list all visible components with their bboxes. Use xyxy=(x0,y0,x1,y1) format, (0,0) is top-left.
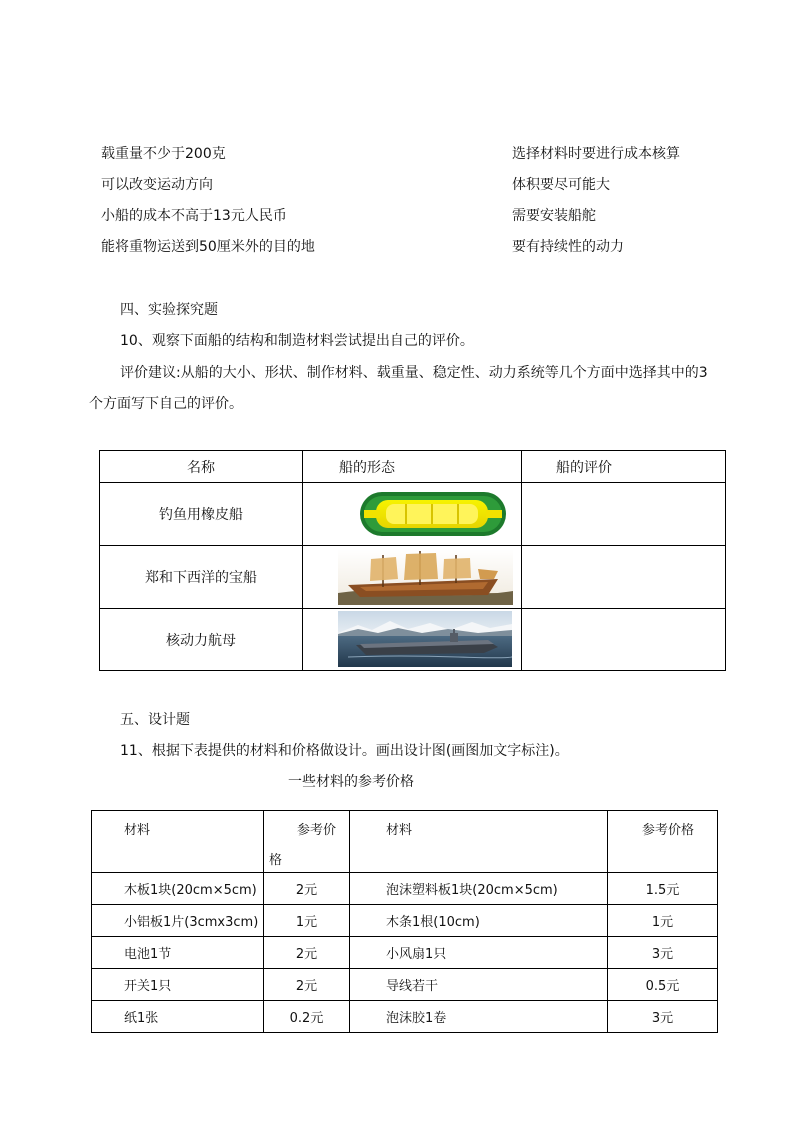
header-evaluation: 船的评价 xyxy=(522,451,726,483)
treasure-ship-image xyxy=(338,549,513,605)
criteria-right-4: 要有持续性的动力 xyxy=(512,239,624,255)
criteria-right-1: 选择材料时要进行成本核算 xyxy=(512,146,680,162)
boat-name-1: 钓鱼用橡皮船 xyxy=(100,483,303,546)
material-cell: 导线若干 xyxy=(350,969,608,1001)
suggestion-line2: 个方面写下自己的评价。 xyxy=(89,396,243,412)
material-cell: 纸1张 xyxy=(92,1001,264,1033)
question-11: 11、根据下表提供的材料和价格做设计。画出设计图(画图加文字标注)。 xyxy=(120,743,569,759)
price-cell: 1元 xyxy=(264,905,350,937)
criteria-left-3: 小船的成本不高于13元人民币 xyxy=(101,208,287,224)
material-cell: 开关1只 xyxy=(92,969,264,1001)
materials-table-caption: 一些材料的参考价格 xyxy=(288,774,414,790)
section5-title: 五、设计题 xyxy=(120,712,190,728)
table-row xyxy=(92,873,718,905)
header-price-2: 参考价格 xyxy=(608,811,718,873)
header-price: 参考价 格 xyxy=(264,811,350,873)
boat-image-cell-3 xyxy=(303,609,522,671)
material-cell: 小铝板1片(3cmx3cm) xyxy=(92,905,264,937)
header-name: 名称 xyxy=(100,451,303,483)
materials-price-table xyxy=(91,810,718,1033)
criteria-left-2: 可以改变运动方向 xyxy=(101,177,213,193)
material-cell: 电池1节 xyxy=(92,937,264,969)
boat-evaluation-2[interactable] xyxy=(522,546,726,609)
material-cell: 泡沫塑料板1块(20cm×5cm) xyxy=(350,873,608,905)
header-material: 材料 xyxy=(92,811,264,873)
boat-evaluation-table xyxy=(99,450,726,671)
question-10: 10、观察下面船的结构和制造材料尝试提出自己的评价。 xyxy=(120,333,474,349)
material-cell: 木条1根(10cm) xyxy=(350,905,608,937)
criteria-left-1: 载重量不少于200克 xyxy=(101,146,226,162)
price-cell: 1元 xyxy=(608,905,718,937)
boat-image-cell-1 xyxy=(303,483,522,546)
material-cell: 木板1块(20cm×5cm) xyxy=(92,873,264,905)
boat-evaluation-1[interactable] xyxy=(522,483,726,546)
material-cell: 泡沫胶1卷 xyxy=(350,1001,608,1033)
price-cell: 2元 xyxy=(264,873,350,905)
header-shape: 船的形态 xyxy=(303,451,522,483)
rubber-boat-image xyxy=(358,488,508,540)
price-cell: 3元 xyxy=(608,937,718,969)
boat-name-3: 核动力航母 xyxy=(100,609,303,671)
suggestion-line1: 评价建议:从船的大小、形状、制作材料、载重量、稳定性、动力系统等几个方面中选择其中的3 xyxy=(120,365,708,381)
boat-evaluation-3[interactable] xyxy=(522,609,726,671)
material-cell: 小风扇1只 xyxy=(350,937,608,969)
price-cell: 0.5元 xyxy=(608,969,718,1001)
boat-name-2: 郑和下西洋的宝船 xyxy=(100,546,303,609)
table-row xyxy=(92,905,718,937)
criteria-right-2: 体积要尽可能大 xyxy=(512,177,610,193)
table-row xyxy=(92,937,718,969)
boat-image-cell-2 xyxy=(303,546,522,609)
price-cell: 1.5元 xyxy=(608,873,718,905)
table-row xyxy=(92,1001,718,1033)
aircraft-carrier-image xyxy=(338,611,512,667)
price-cell: 3元 xyxy=(608,1001,718,1033)
price-cell: 2元 xyxy=(264,937,350,969)
section4-title: 四、实验探究题 xyxy=(120,302,218,318)
criteria-right-3: 需要安装船舵 xyxy=(512,208,596,224)
price-cell: 0.2元 xyxy=(264,1001,350,1033)
price-cell: 2元 xyxy=(264,969,350,1001)
header-material-2: 材料 xyxy=(350,811,608,873)
criteria-left-4: 能将重物运送到50厘米外的目的地 xyxy=(101,239,315,255)
table-row xyxy=(92,969,718,1001)
